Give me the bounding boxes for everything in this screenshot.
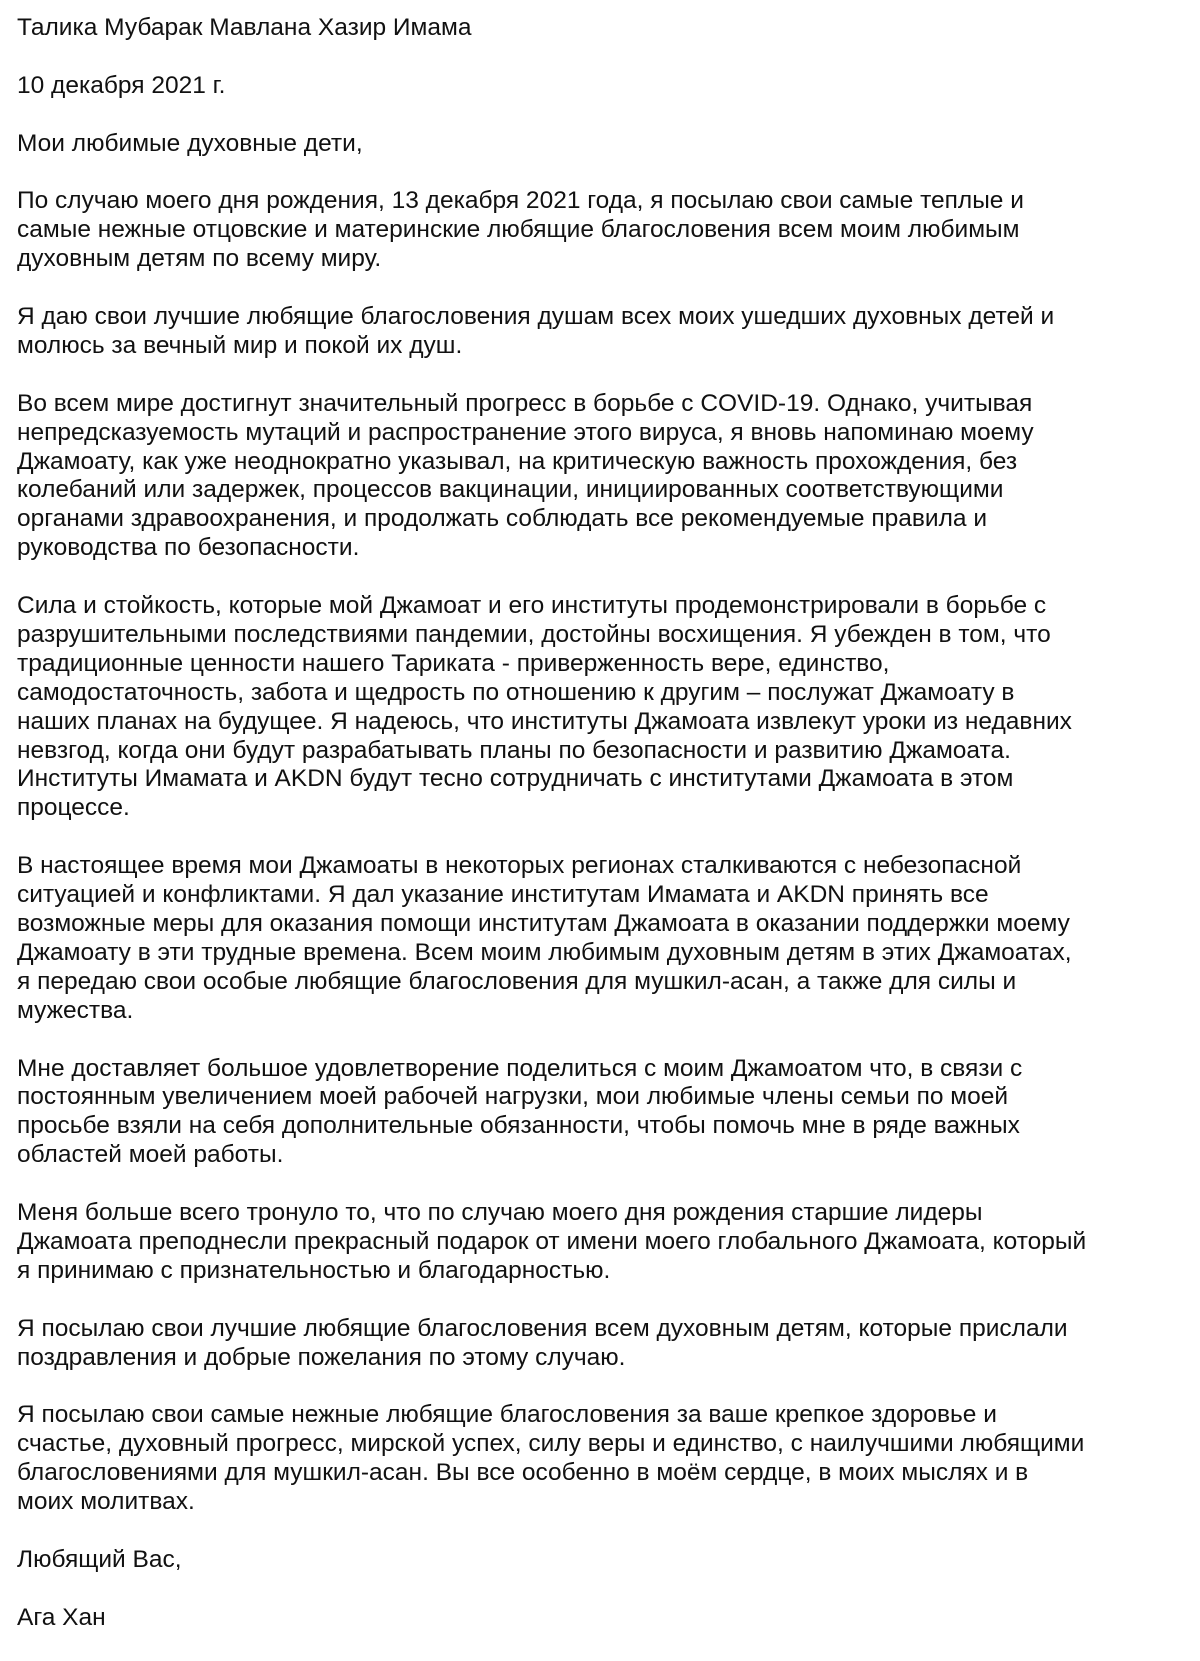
- paragraph-line: невзгод, когда они будут разрабатывать планы по безопасности и развитию Джамоата.: [17, 736, 1011, 764]
- paragraph-gift: [17, 1199, 1160, 1286]
- paragraph-line: постоянным увеличением моей рабочей нагрузки, мои любимые члены семьи по моей: [17, 1083, 1009, 1111]
- paragraph-covid: [17, 390, 1160, 563]
- paragraph-line: Мне доставляет большое удовлетворение поделиться с моим Джамоатом что, в связи с: [17, 1054, 1023, 1082]
- letter-greeting: Мои любимые духовные дети,: [17, 129, 363, 157]
- paragraph-line: ситуацией и конфликтами. Я дал указание институтам Имамата и AKDN принять все: [17, 881, 989, 909]
- paragraph-line: самые нежные отцовские и материнские любящие благословения всем моим любимым: [17, 216, 1020, 244]
- paragraph-line: духовным детям по всему миру.: [17, 245, 382, 273]
- paragraph-line: счастье, духовный прогресс, мирской успех, силу веры и единство, с наилучшими любящими: [17, 1430, 1085, 1458]
- letter-closing: Любящий Вас,: [17, 1545, 182, 1573]
- paragraph-line: я принимаю с признательностью и благодарностью.: [17, 1256, 611, 1284]
- paragraph-line: Я посылаю свои самые нежные любящие благословения за ваше крепкое здоровье и: [17, 1401, 997, 1429]
- paragraph-line: традиционные ценности нашего Тариката - приверженность вере, единство,: [17, 649, 890, 677]
- paragraph-line: Джамоата преподнесли прекрасный подарок от имени моего глобального Джамоата, который: [17, 1227, 1087, 1255]
- paragraph-line: Я даю свои лучшие любящие благословения душам всех моих ушедших духовных детей и: [17, 303, 1055, 330]
- paragraph-line: Я посылаю свои лучшие любящие благословения всем духовным детям, которые прислали: [17, 1314, 1068, 1342]
- paragraph-line: непредсказуемость мутаций и распространение этого вируса, я вновь напоминаю моему: [17, 418, 1034, 446]
- paragraph-line: руководства по безопасности.: [17, 534, 360, 562]
- paragraph-departed-souls: [17, 303, 1160, 361]
- paragraph-line: Институты Имамата и AKDN будут тесно сотрудничать с институтами Джамоата в этом: [17, 765, 1014, 793]
- paragraph-line: В настоящее время мои Джамоаты в некоторых регионах сталкиваются с небезопасной: [17, 852, 1022, 880]
- paragraph-resilience: [17, 592, 1160, 823]
- paragraph-greetings-thanks: [17, 1315, 1160, 1373]
- paragraph-line: наших планах на будущее. Я надеюсь, что институты Джамоата извлекут уроки из недавних: [17, 707, 1072, 735]
- paragraph-final-blessings: [17, 1401, 1160, 1517]
- paragraph-line: По случаю моего дня рождения, 13 декабря 2021 года, я посылаю свои самые теплые и: [17, 187, 1024, 215]
- paragraph-line: моих молитвах.: [17, 1488, 195, 1516]
- paragraph-line: Сила и стойкость, которые мой Джамоат и его институты продемонстрировали в борьбе с: [17, 592, 1047, 620]
- paragraph-line: самодостаточность, забота и щедрость по отношению к другим – послужат Джамоату в: [17, 678, 1015, 706]
- paragraph-line: молюсь за вечный мир и покой их душ.: [17, 331, 463, 359]
- paragraph-line: Во всем мире достигнут значительный прогресс в борьбе с COVID-19. Однако, учитывая: [17, 389, 1033, 417]
- paragraph-line: мужества.: [17, 996, 134, 1024]
- paragraph-line: разрушительными последствиями пандемии, достойны восхищения. Я убежден в том, что: [17, 620, 1051, 648]
- paragraph-line: Джамоату в эти трудные времена. Всем моим любимым духовным детям в этих Джамоатах,: [17, 938, 1072, 966]
- letter-title: Талика Мубарак Мавлана Хазир Имама: [17, 14, 472, 41]
- letter-signature: Ага Хан: [17, 1603, 106, 1631]
- paragraph-line: органами здравоохранения, и продолжать соблюдать все рекомендуемые правила и: [17, 505, 987, 533]
- letter-date: 10 декабря 2021 г.: [17, 71, 226, 99]
- paragraph-birthday-blessings: [17, 187, 1160, 274]
- paragraph-line: поздравления и добрые пожелания по этому случаю.: [17, 1343, 626, 1371]
- paragraph-line: колебаний или задержек, процессов вакцинации, инициированных соответствующими: [17, 476, 1004, 504]
- paragraph-line: Джамоату, как уже неоднократно указывал, на критическую важность прохождения, без: [17, 447, 1018, 475]
- paragraph-line: я передаю свои особые любящие благословения для мушкил-асан, а также для силы и: [17, 967, 1017, 995]
- paragraph-conflict-regions: [17, 852, 1160, 1025]
- paragraph-line: процессе.: [17, 794, 130, 822]
- paragraph-family-responsibilities: [17, 1055, 1160, 1171]
- paragraph-line: благословениями для мушкил-асан. Вы все особенно в моём сердце, в моих мыслях и в: [17, 1459, 1029, 1487]
- paragraph-line: Меня больше всего тронуло то, что по случаю моего дня рождения старшие лидеры: [17, 1199, 983, 1227]
- paragraph-line: просьбе взяли на себя дополнительные обязанности, чтобы помочь мне в ряде важных: [17, 1112, 1020, 1140]
- paragraph-line: областей моей работы.: [17, 1141, 284, 1169]
- paragraph-line: возможные меры для оказания помощи институтам Джамоата в оказании поддержки моему: [17, 909, 1070, 937]
